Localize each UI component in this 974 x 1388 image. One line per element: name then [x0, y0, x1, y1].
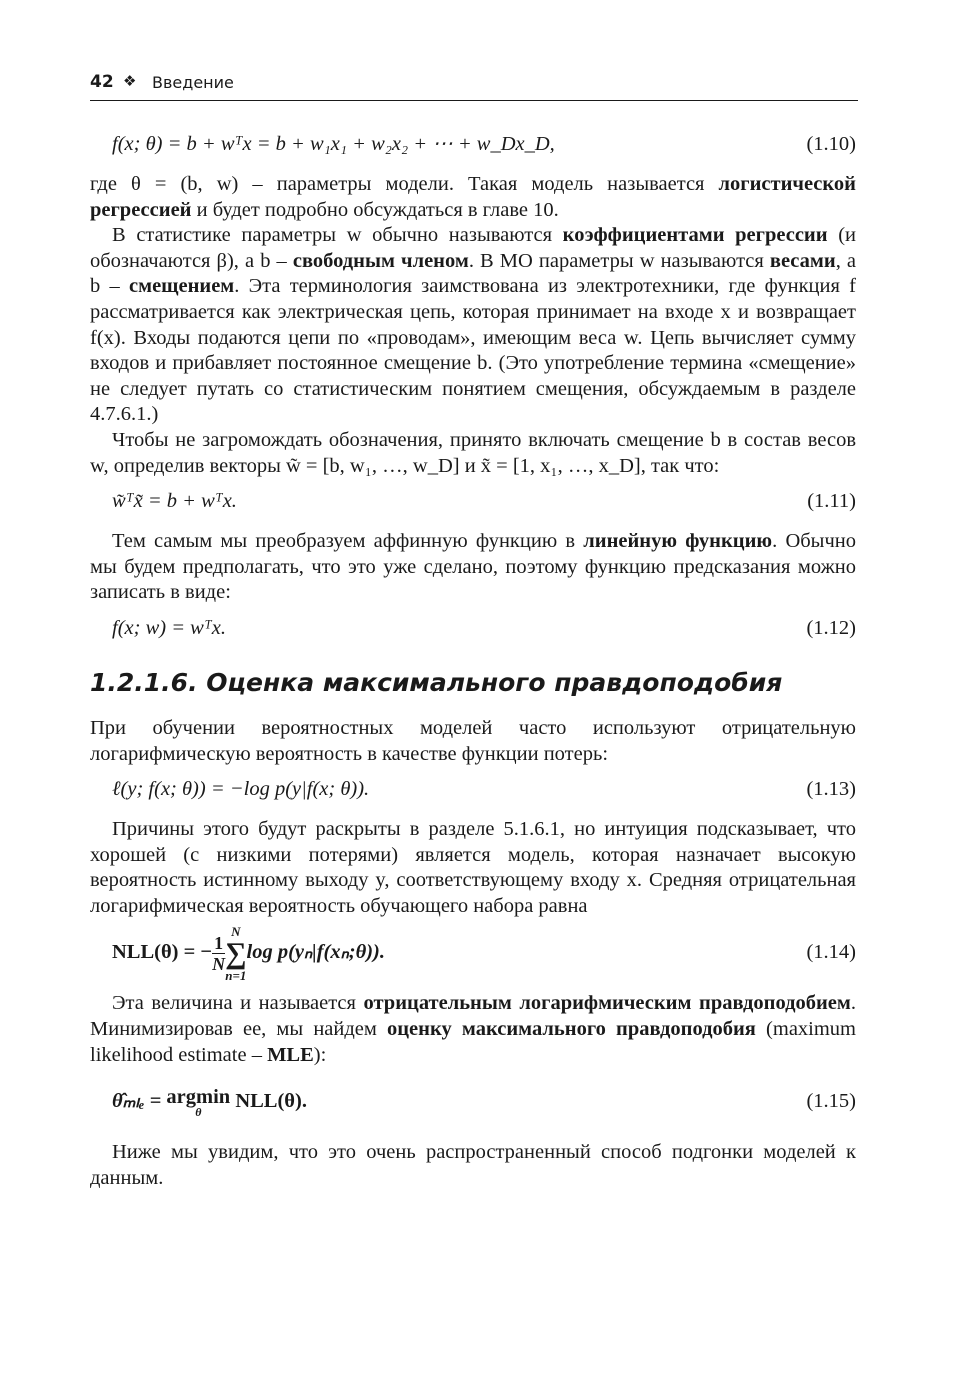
paragraph: [90, 991, 856, 1068]
paragraph: Чтобы не загромождать обозначения, принято включать смещение b в состав весов w, определив векторы w̃ = [b, w₁, …, w_D] и x̃ = [1, x₁, …, x_D], так что:: [90, 428, 856, 477]
paragraph: [90, 529, 856, 606]
equation-number: (1.13): [806, 778, 856, 801]
sum-lower-limit: n=1: [225, 967, 247, 983]
paragraph: Причины этого будут раскрыты в разделе 5.1.6.1, но интуиция подсказывает, что хорошей (с низкими потерями) является модель, которая назначает высокую вероятность истинному выходу y, соответствующему входу x. Средняя отрицательная логарифмическая вероятность обучающего набора равна: [90, 818, 856, 917]
equation-lhs: NLL(θ) = −: [112, 941, 213, 964]
equation-formula: ℓ(y; f(x; θ)) = −log p(y|f(x; θ)).: [112, 778, 370, 801]
equation-lhs: θ̂ₘₗₑ =: [112, 1090, 167, 1113]
fraction-numerator: 1: [214, 933, 224, 954]
fraction: [212, 933, 225, 974]
text-run: ):: [313, 1043, 327, 1066]
bold-term: линейную функцию: [583, 530, 773, 553]
text-run: . В МО параметры w называются: [468, 249, 770, 272]
running-section-title: Введение: [152, 73, 234, 92]
equation-1-10: [90, 126, 856, 162]
equation-formula: f(x; θ) = b + wᵀx = b + w₁x₁ + w₂x₂ + ⋯ + w_Dx_D,: [112, 133, 555, 155]
text-run: и будет подробно обсуждаться в главе 10.: [191, 198, 559, 221]
sum-upper-limit: N: [231, 923, 241, 939]
paragraph: [90, 172, 856, 223]
equation-rhs: log p(yₙ|f(xₙ;θ)).: [246, 941, 386, 964]
argmin-subscript: θ: [195, 1104, 202, 1119]
bold-term: MLE: [267, 1043, 314, 1066]
equation-number: (1.15): [806, 1090, 856, 1113]
equation-1-14: [90, 923, 856, 981]
bold-term: коэффициентами регрессии: [562, 224, 828, 247]
equation-number: (1.11): [807, 490, 856, 513]
equation-number: (1.10): [806, 133, 856, 155]
bold-term: оценку максимального правдоподобия: [387, 1018, 756, 1041]
equation-number: (1.12): [806, 616, 856, 639]
text-run: (maximum likelihood estimate –: [90, 1018, 857, 1066]
page-body: [90, 122, 856, 1191]
text-run: . Обычно мы будем предполагать, что это уже сделано, поэтому функцию предсказания можно записать в виде:: [90, 530, 856, 604]
equation-formula: [112, 1072, 307, 1130]
text-run: Тем самым мы преобразуем аффинную функцию в: [112, 530, 584, 553]
paragraph: [90, 223, 856, 428]
bold-term: свободным членом: [292, 249, 469, 272]
running-header: [90, 72, 858, 101]
argmin-label: argmin: [166, 1085, 231, 1108]
text-run: . Эта терминология заимствована из электротехники, где функция f рассматривается как электрическая цепь, которая принимает на входе x и возвращает f(x). Входы подаются цепи по «проводам», имеющим веса w. Цепь вычисляет сумму входов и прибавляет постоянное смещение b. (Это употребление термина «смещение» не следует путать со статистическим понятием смещения, обсуждаемым в разделе 4.7.6.1.): [90, 275, 857, 426]
equation-rhs: NLL(θ).: [230, 1090, 307, 1113]
text-run: (и обозначаются β), а b –: [90, 224, 856, 272]
bold-term: смещением: [129, 275, 235, 298]
equation-formula: f(x; w) = wᵀx.: [112, 616, 226, 639]
equation-formula: w̃ᵀx̃ = b + wᵀx.: [112, 490, 237, 513]
argmin-operator: [166, 1085, 231, 1119]
text-run: где θ = (b, w) – параметры модели. Такая модель называется: [90, 173, 719, 195]
paragraph: При обучении вероятностных моделей часто используют отрицательную логарифмическую вероятность в качестве функции потерь:: [90, 716, 856, 765]
bold-term: весами: [769, 249, 836, 272]
text-run: В статистике параметры w обычно называются: [112, 224, 563, 247]
sum-operator: [225, 925, 246, 983]
ornament-icon: ❖: [123, 72, 137, 90]
paragraph: Ниже мы увидим, что это очень распространенный способ подгонки моделей к данным.: [90, 1141, 856, 1189]
fraction-denominator: N: [212, 954, 226, 975]
sum-icon: ∑: [225, 936, 247, 970]
equation-formula: [112, 923, 385, 982]
equation-1-15: [90, 1072, 856, 1130]
equation-1-12: [90, 610, 856, 646]
equation-number: (1.14): [806, 941, 856, 964]
equation-1-13: [90, 771, 856, 807]
text-run: Эта величина и называется: [112, 992, 364, 1015]
bold-term: логистической регрессией: [90, 173, 856, 221]
page-number: 42: [90, 72, 114, 92]
text-run: . Минимизировав ее, мы найдем: [90, 992, 856, 1041]
section-heading: 1.2.1.6. Оценка максимального правдоподобия: [90, 667, 783, 697]
text-run: , а b –: [90, 249, 856, 298]
equation-1-11: [90, 483, 856, 519]
bold-term: отрицательным логарифмическим правдоподобием: [363, 992, 851, 1015]
